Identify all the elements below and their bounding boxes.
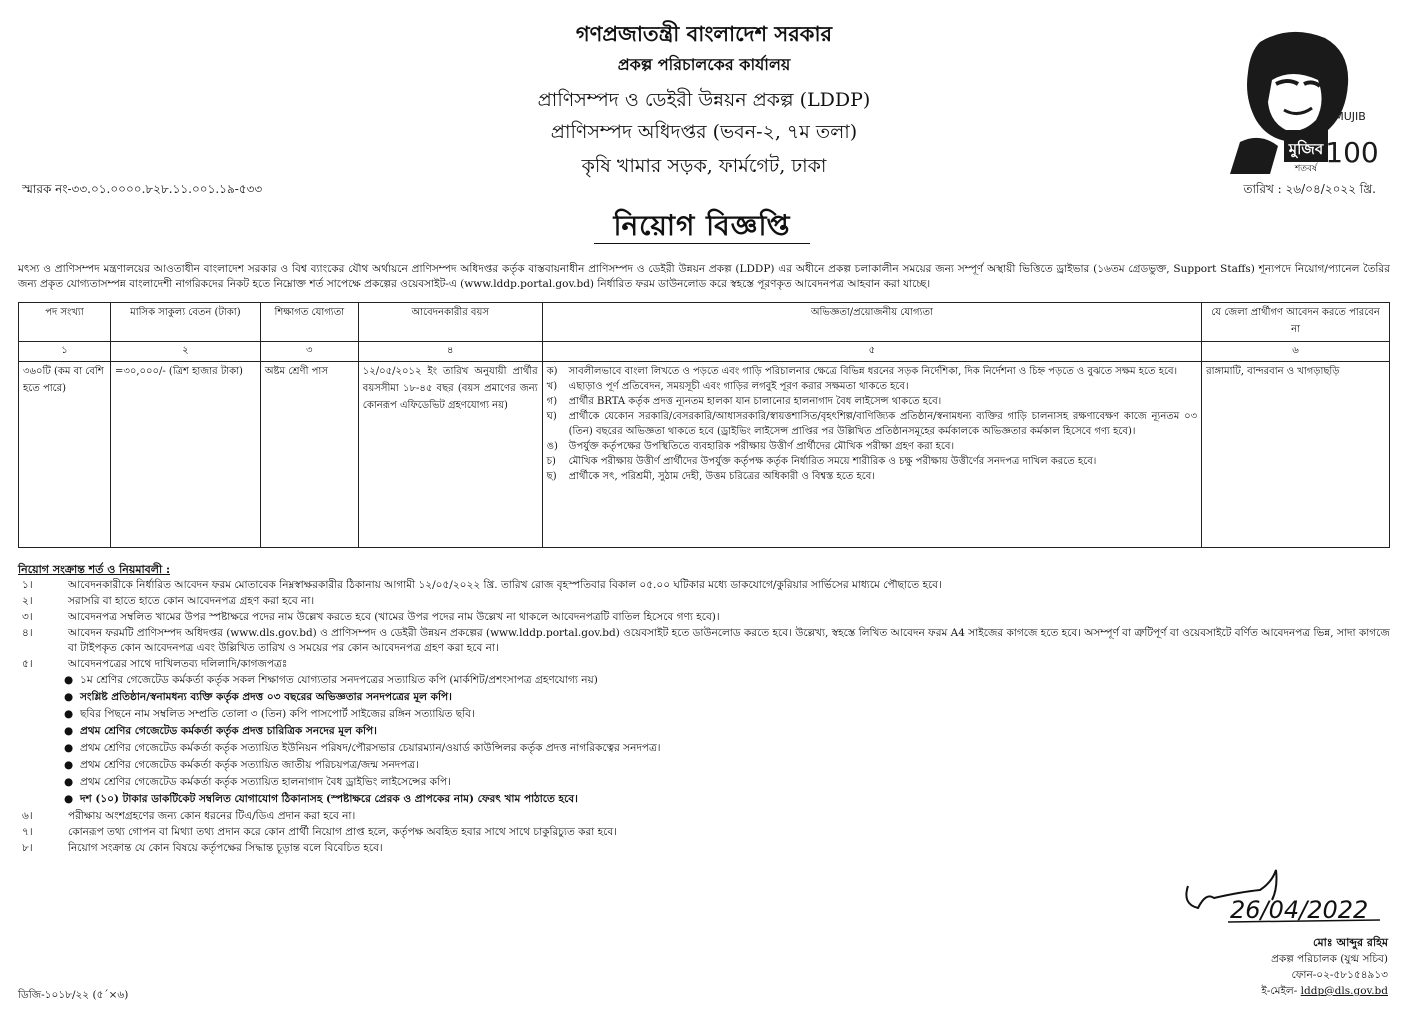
rule-item [18,594,1398,609]
qualification-mark: ঘ) [546,411,557,422]
notice-date: তারিখ : ২৬/০৪/২০২২ খ্রি. [1243,182,1376,196]
rule-text: আবেদনকারীকে নির্ধারিত আবেদন ফরম মোতাবেক নিম্নস্বাক্ষরকারীর ঠিকানায় আগামী ১২/০৫/২০২২ খ্রি. তারিখ রোজ বৃহস্পতিবার বিকাল ০৫.০০ ঘটিকার মধ্যে ডাকযোগে/কুরিয়ার সার্ভিসের মাধ্যমে পৌছাতে হবে। [68,579,942,591]
bullet-icon: ● [64,725,74,737]
bullet-icon: ● [64,759,74,771]
document-text: প্রথম শ্রেণির গেজেটেড কর্মকর্তা কর্তৃক সত্যায়িত ইউনিয়ন পরিষদ/পৌরসভার চেয়ারম্যান/ওয়ার্ড কাউন্সিলর কর্তৃক প্রদত্ত নাগরিকত্বের সনদপত্র। [80,742,661,754]
qualification-text: প্রার্থীকে সৎ, পরিশ্রমী, সুঠাম দেহী, উত্তম চরিত্রের অধিকারী ও বিশ্বস্ত হতে হবে। [568,471,875,482]
logo-en-text: MUJIB [1334,110,1366,123]
districts-value: রাঙ্গামাটি, বান্দরবান ও খাগড়াছড়ি [1202,362,1390,548]
signatory-phone: ফোন-০২-৫৮১৫৪৯১৩ [1291,969,1388,981]
office-title: প্রকল্প পরিচালকের কার্যালয় [617,55,791,74]
document-text: দশ (১০) টাকার ডাকটিকেট সম্বলিত যোগাযোগ ঠিকানাসহ (স্পষ্টাক্ষরে প্রেরক ও প্রাপকের নাম) ফেরৎ খাম পাঠাতে হবে। [80,793,578,805]
rule-item [18,610,1398,625]
signatory-block [1150,935,1388,999]
qualification-mark: চ) [546,456,556,467]
document-text: প্রথম শ্রেণির গেজেটেড কর্মকর্তা কর্তৃক সত্যায়িত হালনাগাদ বৈধ ড্রাইভিং লাইসেন্সের কপি। [80,776,451,788]
qualification-item [547,364,1197,379]
header-qualification: অভিজ্ঞতা/প্রয়োজনীয় যোগ্যতা [542,303,1201,342]
project-title: প্রাণিসম্পদ ও ডেইরী উন্নয়ন প্রকল্প (LDDP) [537,89,871,111]
rule-item [18,578,1398,593]
mujib-100-logo [1200,22,1380,174]
rule-number: ৮। [22,842,33,854]
intro-paragraph: মৎস্য ও প্রাণিসম্পদ মন্ত্রণালয়ের আওতাধীন বাংলাদেশ সরকার ও বিশ্ব ব্যাংকের যৌথ অর্থায়নে প্রাণিসম্পদ অধিদপ্তর কর্তৃক বাস্তবায়নাধীন প্রাণিসম্পদ ও ডেইরী উন্নয়ন প্রকল্প (LDDP) এর অধীনে প্রকল্প চলাকালীন সময়ের জন্য সম্পূর্ণ অস্থায়ী ভিত্তিতে ড্রাইভার (১৬তম গ্রেডভুক্ত, Support Staffs) শূন্যপদে নিয়োগ/প্যানেল তৈরির জন্য প্রকৃত যোগ্যতাসম্পন্ন বাংলাদেশী নাগরিকদের নিকট হতে নিম্নোক্ত শর্ত সাপেক্ষে প্রকল্পের ওয়েবসাইট-এ (www.lddp.portal.gov.bd) নির্ধারিত ফরম ডাউনলোড করে স্বহস্তে পূরণকৃত আবেদনপত্র আহবান করা যাচ্ছে। [18,263,1390,290]
street-address: কৃষি খামার সড়ক, ফার্মগেট, ঢাকা [581,155,827,177]
qualification-item [547,379,1197,394]
bullet-icon: ● [64,708,74,720]
bullet-icon: ● [64,742,74,754]
rule-text: সরাসরি বা হাতে হাতে কোন আবেদনপত্র গ্রহণ করা হবে না। [68,595,315,607]
qualification-item [547,439,1197,454]
document-text: প্রথম শ্রেণির গেজেটেড কর্মকর্তা কর্তৃক প্রদত্ত চারিত্রিক সনদের মূল কপি। [80,725,377,737]
document-item [18,741,1398,756]
email-label: ই-মেইল- [1261,985,1301,997]
qualification-text: প্রার্থীর BRTA কর্তৃক প্রদত্ত ন্যূনতম হালকা যান চালানোর হালনাগাদ বৈধ লাইসেন্স থাকতে হবে। [568,396,942,407]
logo-number-text: 100 [1325,136,1379,169]
col-number: ২ [110,342,260,362]
rule-number: ৩। [22,611,33,623]
qualification-item [547,394,1197,409]
rule-number: ১। [22,579,33,591]
document-item [18,792,1398,807]
document-text: ১ম শ্রেণির গেজেটেড কর্মকর্তা কর্তৃক সকল শিক্ষাগত যোগ্যতার সনদপত্রের সত্যায়িত কপি (মার্কশিট/প্রশংসাপত্র গ্রহণযোগ্য নয়) [80,674,598,686]
signatory-email-line [1150,983,1388,999]
document-item [18,775,1398,790]
title-underline [594,243,810,244]
qualification-text: মৌখিক পরীক্ষায় উত্তীর্ণ প্রার্থীদের উপর্যুক্ত কর্তৃপক্ষ কর্তৃক নির্ধারিত সময়ে শারীরিক ও চক্ষু পরীক্ষায় উত্তীর্ণের সনদপত্র দাখিল করতে হবে। [568,456,1097,467]
col-number: ১ [19,342,111,362]
rule-number: ৭। [22,826,33,838]
col-number: ৬ [1202,342,1390,362]
signatory-name: মোঃ আব্দুর রহিম [1313,936,1388,949]
document-item [18,673,1398,688]
qualification-text: এছাড়াও পূর্ণ প্রতিবেদন, সময়সূচী এবং গাড়ির লগবুই পূরণ করার সক্ষমতা থাকতে হবে। [568,381,909,392]
rule-text: আবেদনপত্র সম্বলিত খামের উপর স্পষ্টাক্ষরে পদের নাম উল্লেখ করতে হবে (খামের উপর পদের নাম উল্লেখ না থাকলে আবেদনপত্রটি বাতিল হিসেবে গণ্য হবে)। [68,611,720,623]
rule-item [18,657,1398,672]
govt-title: গণপ্রজাতন্ত্রী বাংলাদেশ সরকার [575,21,833,46]
qualification-item [547,409,1197,439]
header-posts: পদ সংখ্যা [19,303,111,342]
rule-number: ৪। [22,627,33,639]
header-districts: যে জেলা প্রার্থীগণ আবেদন করতে পারবেন না [1202,303,1390,342]
document-text: প্রথম শ্রেণির গেজেটেড কর্মকর্তা কর্তৃক সত্যায়িত জাতীয় পরিচয়পত্র/জন্ম সনদপত্র। [80,759,419,771]
handwritten-date: 26/04/2022 [1230,896,1369,924]
education-value: অষ্টম শ্রেণী পাস [260,362,358,548]
document-item [18,690,1398,705]
footer-code: ডিজি-১০১৮/২২ (৫´×৬) [18,989,129,1001]
rule-item [18,809,1398,824]
department-address: প্রাণিসম্পদ অধিদপ্তর (ভবন-২, ৭ম তলা) [550,121,858,143]
rule-item [18,825,1398,840]
document-text: সংশ্লিষ্ট প্রতিষ্ঠান/স্বনামধন্য ব্যক্তি কর্তৃক প্রদত্ত ০৩ বছরের অভিজ্ঞতার সনদপত্রের মূল কপি। [80,691,452,703]
qualification-text: সাবলীলভাবে বাংলা লিখতে ও পড়তে এবং গাড়ি পরিচালনার ক্ষেত্রে বিভিন্ন ধরনের সড়ক নির্দেশিকা, দিক নির্দেশনা ও চিহ্ন পড়তে ও বুঝতে সক্ষম হতে হবে। [568,366,1178,377]
rule-number: ৫। [22,658,33,670]
rule-number: ২। [22,595,33,607]
bullet-icon: ● [64,674,74,686]
document-text: ছবির পিছনে নাম সম্বলিত সম্প্রতি তোলা ৩ (তিন) কপি পাসপোর্ট সাইজের রঙ্গিন সত্যায়িত ছবি। [80,708,475,720]
rule-text: পরীক্ষায় অংশগ্রহণের জন্য কোন ধরনের টিএ/ডিএ প্রদান করা হবে না। [68,810,356,822]
email-link[interactable]: lddp@dls.gov.bd [1300,985,1388,997]
qualification-list [542,362,1201,548]
document-item [18,724,1398,739]
age-value: ১২/০৫/২০১২ ইং তারিখ অনুযায়ী প্রার্থীর বয়সসীমা ১৮-৪৫ বছর (বয়স প্রমাণের জন্য কোনরূপ এফিডেভিট গ্রহণযোগ্য নয়) [358,362,542,548]
qualification-item [547,469,1197,484]
documents-list [18,673,1398,807]
qualification-mark: ক) [546,366,558,377]
rule-text: কোনরূপ তথ্য গোপন বা মিথ্যা তথ্য প্রদান করে কোন প্রার্থী নিয়োগ প্রাপ্ত হলে, কর্তৃপক্ষ অবহিত হবার সাথে সাথে চাকুরিচ্যুত করা হবে। [68,826,618,838]
signatory-designation: প্রকল্প পরিচালক (যুগ্ম সচিব) [1271,953,1388,965]
salary-value: =৩০,০০০/- (ত্রিশ হাজার টাকা) [110,362,260,548]
rule-item [18,626,1398,656]
bullet-icon: ● [64,691,74,703]
rule-item [18,841,1398,856]
col-number: ৫ [542,342,1201,362]
document-item [18,758,1398,773]
header-education: শিক্ষাগত যোগ্যতা [260,303,358,342]
header-salary: মাসিক সাকুল্য বেতন (টাকা) [110,303,260,342]
logo-sub-text: শতবর্ষ [1294,164,1318,174]
logo-bangla-text: মুজিব [1288,140,1324,158]
job-details-table [18,302,1390,548]
bullet-icon: ● [64,776,74,788]
posts-count: ৩৬০টি (কম বা বেশি হতে পারে) [19,362,111,548]
qualification-text: প্রার্থীকে যেকোন সরকারি/বেসরকারি/আধাসরকারি/স্বায়ত্তশাসিত/বৃহৎশিল্প/বাণিজ্যিক প্রতিষ্ঠান/স্বনামধন্য ব্যক্তির গাড়ি চালনাসহ রক্ষণাবেক্ষণ কাজে ন্যূনতম ০৩ (তিন) বছরের অভিজ্ঞতা থাকতে হবে (ড্রাইভিং লাইসেন্স প্রাপ্তির পর উল্লিখিত প্রতিষ্ঠানসমূহের কর্মকালকে অভিজ্ঞতার কর্মকাল হিসেবে গণ্য হবে)। [568,411,1198,437]
qualification-text: উপর্যুক্ত কর্তৃপক্ষের উপস্থিতিতে ব্যবহারিক পরীক্ষায় উত্তীর্ণ প্রার্থীদের মৌখিক পরীক্ষা গ্রহণ করা হবে। [568,441,955,452]
qualification-mark: ঙ) [546,441,558,452]
qualification-mark: খ) [546,381,558,392]
col-number: ৪ [358,342,542,362]
document-item [18,707,1398,722]
handwritten-signature [1180,860,1400,940]
qualification-item [547,454,1197,469]
rule-text: আবেদনপত্রের সাথে দাখিলতব্য দলিলাদি/কাগজপত্রঃ [68,658,288,670]
rule-text: আবেদন ফরমটি প্রাণিসম্পদ অধিদপ্তর (www.dls.gov.bd) ও প্রাণিসম্পদ ও ডেইরী উন্নয়ন প্রকল্পের (www.lddp.portal.gov.bd) ওয়েবসাইট হতে ডাউনলোড করতে হবে। উল্লেখ্য, স্বহস্তে লিখিত আবেদন ফরম A4 সাইজের কাগজে হতে হবে। অসম্পূর্ণ বা ত্রুটিপূর্ণ বা ওয়েবসাইটে বর্ণিত আবেদনপত্র ভিন্ন, সাদা কাগজে বা টাইপকৃত কোন আবেদনপত্র এবং উল্লিখিত তারিখ ও সময়ের পর কোন আবেদনপত্র গ্রহণ করা হবে না। [68,627,1390,654]
rules-title: নিয়োগ সংক্রান্ত শর্ত ও নিয়মাবলী : [18,563,171,576]
col-number: ৩ [260,342,358,362]
bullet-icon: ● [64,793,74,805]
qualification-mark: গ) [546,396,558,407]
header-age: আবেদনকারীর বয়স [358,303,542,342]
notice-title [594,204,810,242]
rule-text: নিয়োগ সংক্রান্ত যে কোন বিষয়ে কর্তৃপক্ষের সিদ্ধান্ত চূড়ান্ত বলে বিবেচিত হবে। [68,842,383,854]
memo-number: স্মারক নং-৩৩.০১.০০০০.৮২৮.১১.০০১.১৯-৫৩৩ [22,182,263,196]
rule-number: ৬। [22,810,33,822]
rules-list [18,578,1398,857]
notice-title-text: নিয়োগ বিজ্ঞপ্তি [613,209,791,242]
qualification-mark: ছ) [546,471,557,482]
